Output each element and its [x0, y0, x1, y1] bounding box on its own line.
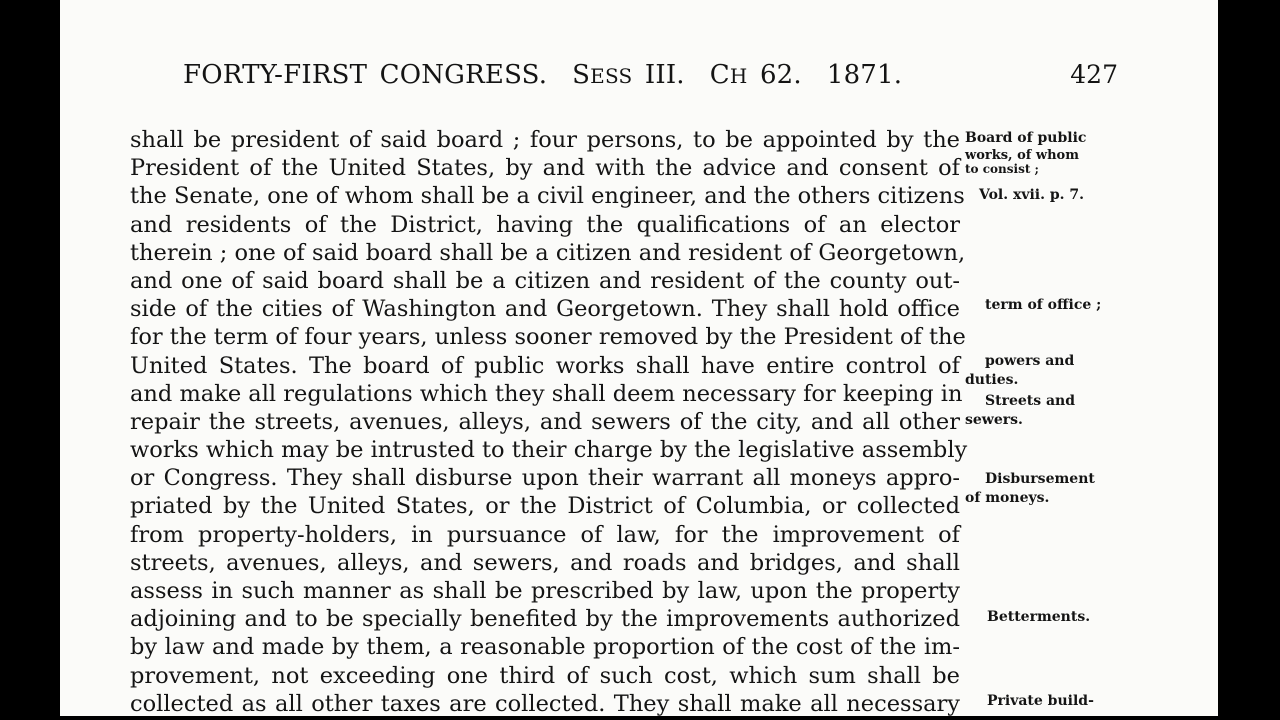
running-head-title — [183, 60, 902, 90]
margin-note-board: Board of public works, of whom to consist ; — [965, 130, 1087, 176]
session-number: III. — [644, 60, 685, 90]
margin-note-term: term of office ; — [985, 297, 1102, 313]
session-label-rest: ESS — [590, 64, 633, 88]
margin-note-volume: Vol. xvii. p. 7. — [979, 187, 1084, 203]
chapter-label-initial: C — [709, 60, 730, 90]
chapter-label-rest: H — [729, 64, 748, 88]
text-line: from property-holders, in pursuance of law, for the improvement of — [130, 521, 960, 548]
text-line: side of the cities of Washington and Georgetown. They shall hold office — [130, 296, 960, 323]
text-line: shall be president of said board ; four persons, to be appointed by the — [130, 127, 960, 153]
text-line: for the term of four years, unless sooner removed by the President of the — [130, 324, 966, 351]
year: 1871. — [826, 60, 903, 90]
text-line: repair the streets, avenues, alleys, and sewers of the city, and all other — [130, 408, 960, 435]
text-line: and residents of the District, having the qualifications of an elector — [130, 211, 960, 238]
text-line: streets, avenues, alleys, and sewers, and roads and bridges, and shall — [130, 549, 960, 576]
session-label-initial: S — [572, 60, 591, 90]
text-line: adjoining and to be specially benefited by the improvements authorized — [130, 606, 960, 633]
text-line: collected as all other taxes are collected. They shall make all necessary — [130, 690, 960, 716]
congress-title: FORTY-FIRST CONGRESS. — [183, 60, 548, 90]
text-line: works which may be intrusted to their charge by the legislative assembly — [130, 437, 968, 464]
text-line: by law and made by them, a reasonable proportion of the cost of the im- — [130, 634, 960, 661]
text-line: and make all regulations which they shall deem necessary for keeping in — [130, 380, 963, 407]
margin-note-disbursement: Disbursement of moneys. — [965, 471, 1095, 506]
text-line: the Senate, one of whom shall be a civil engineer, and the others citizens — [130, 183, 965, 210]
running-head — [60, 60, 1218, 96]
statute-text — [130, 126, 968, 716]
text-line: therein ; one of said board shall be a citizen and resident of Georgetown, — [130, 239, 966, 266]
margin-note-powers: powers and duties. — [965, 353, 1075, 388]
margin-note-streets: Streets and sewers. — [965, 393, 1076, 428]
margin-note-private: Private build- — [987, 693, 1094, 709]
text-line: United States. The board of public works shall have entire control of — [130, 352, 960, 379]
text-line: provement, not exceeding one third of such cost, which sum shall be — [130, 662, 960, 689]
margin-note-betterments: Betterments. — [987, 609, 1091, 625]
text-line: assess in such manner as shall be prescribed by law, upon the property — [130, 578, 960, 604]
text-line: and one of said board shall be a citizen and resident of the county out- — [130, 267, 960, 294]
document-page — [60, 0, 1218, 716]
page-number: 427 — [1070, 60, 1118, 89]
text-line: priated by the United States, or the District of Columbia, or collected — [130, 493, 960, 520]
text-line: or Congress. They shall disburse upon their warrant all moneys appro- — [130, 465, 960, 492]
text-line: President of the United States, by and with the advice and consent of — [130, 155, 960, 182]
chapter-number: 62. — [759, 60, 802, 90]
